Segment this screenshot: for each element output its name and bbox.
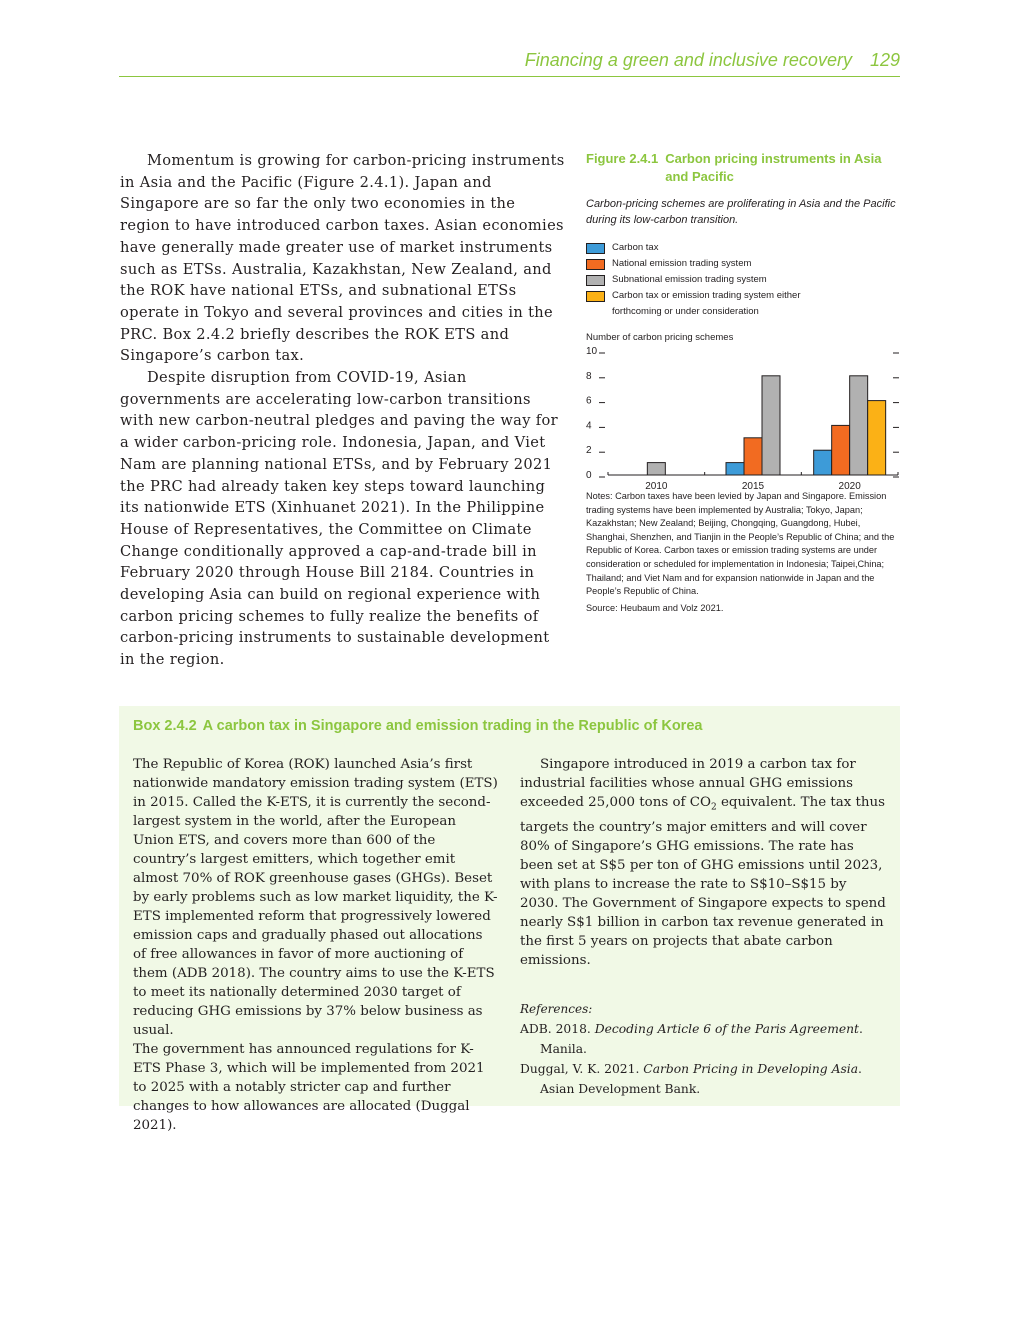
figure-source: Source: Heubaum and Volz 2021. <box>586 602 724 613</box>
chart-legend <box>586 240 902 320</box>
references <box>520 1000 886 1099</box>
box-title-text: A carbon tax in Singapore and emission trading in the Republic of Korea <box>202 718 703 734</box>
subscript: 2 <box>710 802 717 813</box>
ref-publisher: . Asian Development Bank. <box>540 1061 862 1096</box>
y-tick-label: 2 <box>586 445 592 457</box>
bar-carbon-2015 <box>726 463 744 475</box>
body-text <box>120 150 566 671</box>
x-tick-label: 2010 <box>645 481 668 492</box>
paragraph: Momentum is growing for carbon-pricing instruments in Asia and the Pacific (Figure 2.4.1). Japan and Singapore are so far the only two economies in the region to have introduced carbon taxes. Asian economies have generally made greater use of market instruments such as ETSs. Australia, Kazakhstan, New Zealand, and the ROK have national ETSs, and subnational ETSs operate in Tokyo and several provinces and cities in the PRC. Box 2.4.2 briefly describes the ROK ETS and Singapore’s carbon tax. <box>120 152 565 365</box>
box-2-4-2 <box>119 706 900 1133</box>
legend-item <box>586 240 902 256</box>
legend-item <box>586 288 902 320</box>
legend-label: Subnational emission trading system <box>612 274 767 285</box>
bar-national-2020 <box>832 425 850 475</box>
x-tick-label: 2020 <box>838 481 861 492</box>
figure-title <box>586 150 902 186</box>
y-tick-label: 10 <box>586 346 598 357</box>
running-header <box>119 50 900 77</box>
y-tick-label: 4 <box>586 420 592 432</box>
bar-carbon-2020 <box>868 401 886 475</box>
page-number: 129 <box>869 50 900 70</box>
bar-chart <box>586 343 902 492</box>
text: equivalent. The tax thus targets the country’s major emitters and will cover 80% of Singapore’s GHG emissions. The rate has been set at S$5 per ton of GHG emissions until 2023, with plans to increase the rate to S$10–S$15 by 2030. The Government of Singapore expects to spend nearly S$1 billion in carbon tax revenue generated in the first 5 years on projects that abate carbon emissions. <box>520 795 886 968</box>
paragraph: Despite disruption from COVID-19, Asian governments are accelerating low-carbon transitions with new carbon-neutral pledges and paving the way for a wider carbon-pricing role. Indonesia, Japan, and Viet Nam are planning national ETSs, and by February 2021 the PRC had already taken key steps toward launching its nationwide ETS (Xinhuanet 2021). In the Philippine House of Representatives, the Committee on Climate Change conditionally approved a cap-and-trade bill in February 2020 through House Bill 2184. Countries in developing Asia can build on regional experience with carbon pricing schemes to fully realize the benefits of carbon-pricing instruments to sustainable development in the region. <box>120 369 559 669</box>
ref-publisher: . Manila. <box>540 1021 863 1056</box>
paragraph: The Republic of Korea (ROK) launched Asia’s first nationwide mandatory emission trading system (ETS) in 2015. Called the K-ETS, it is currently the second-largest system in the world, after the European Union ETS, and covers more than 600 of the country’s largest emitters, which together emit almost 70% of ROK greenhouse gases (GHGs). Beset by early problems such as low market liquidity, the K-ETS implemented reform that progressively lowered emission caps and gradually phased out allocations of free allowances in favor of more auctioning of them (ADB 2018). The country aims to use the K-ETS to meet its nationally determined 2030 target of reducing GHG emissions by 37% below business as usual. <box>133 757 498 1038</box>
legend-swatch <box>586 291 605 302</box>
figure-subtitle: Carbon-pricing schemes are proliferating in Asia and the Pacific during its low-carbon transition. <box>586 198 896 226</box>
ref-title: Carbon Pricing in Developing Asia <box>643 1061 859 1076</box>
figure-number: Figure 2.4.1 <box>586 151 659 166</box>
legend-item <box>586 256 902 272</box>
running-title: Financing a green and inclusive recovery <box>524 50 852 70</box>
legend-label: National emission trading system <box>612 258 752 269</box>
box-left-column <box>133 755 499 1135</box>
paragraph: The government has announced regulations for K-ETS Phase 3, which will be implemented from 2021 to 2025 with a notably stricter cap and further changes to how allowances are allocated (Duggal 2021). <box>133 1042 485 1133</box>
reference <box>520 1059 886 1099</box>
ref-author: Duggal, V. K. 2021. <box>520 1061 644 1076</box>
text: Singapore introduced in 2019 a carbon tax for industrial facilities whose annual GHG emissions exceeded 25,000 tons of CO <box>520 757 856 810</box>
reference <box>520 1019 886 1059</box>
references-heading: References: <box>520 1001 593 1016</box>
figure-title-text: Carbon pricing instruments in Asia and Pacific <box>665 151 882 184</box>
legend-item <box>586 272 902 288</box>
legend-label: Carbon tax <box>612 242 659 253</box>
legend-swatch <box>586 275 605 286</box>
figure <box>586 150 902 615</box>
legend-swatch <box>586 259 605 270</box>
paragraph <box>520 755 886 970</box>
box-right-column <box>520 755 886 1099</box>
legend-swatch <box>586 243 605 254</box>
box-title <box>133 718 702 734</box>
ref-author: ADB. 2018. <box>520 1021 595 1036</box>
y-tick-label: 0 <box>586 470 592 481</box>
y-tick-label: 8 <box>586 370 592 382</box>
ref-title: Decoding Article 6 of the Paris Agreement <box>594 1021 859 1036</box>
x-tick-label: 2015 <box>741 481 765 492</box>
bar-national-2015 <box>744 438 762 475</box>
box-number: Box 2.4.2 <box>133 718 197 734</box>
bar-subnational-2020 <box>850 376 868 475</box>
bar-carbon-2020 <box>814 450 832 475</box>
y-tick-label: 6 <box>586 395 592 407</box>
y-axis-label: Number of carbon pricing schemes <box>586 332 734 343</box>
figure-notes: Notes: Carbon taxes have been levied by Japan and Singapore. Emission trading systems have been implemented by Australia; Tokyo, Japan; Kazakhstan; New Zealand; Beijing, Chongqing, Guangdong, Hubei, Shanghai, Shenzhen, and Tianjin in the People’s Republic of China; and the Republic of Korea. Carbon taxes or emission trading systems are under consideration or scheduled for implementation in Indonesia; Taipei,China; Thailand; and Viet Nam and for expansion nationwide in Japan and the People’s Republic of China. <box>586 491 895 597</box>
bar-subnational-2015 <box>762 376 780 475</box>
bar-subnational-2010 <box>647 463 665 475</box>
legend-label: Carbon tax or emission trading system either forthcoming or under consideration <box>612 290 801 317</box>
